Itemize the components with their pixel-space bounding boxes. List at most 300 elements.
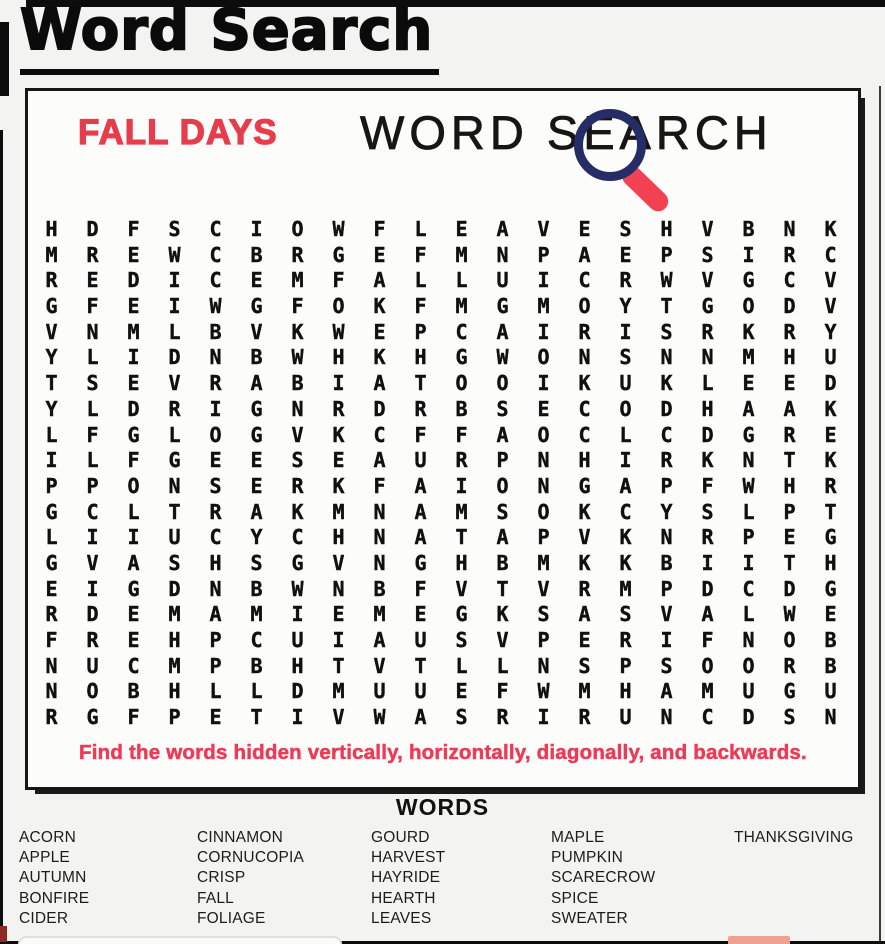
grid-letter: G (701, 294, 714, 319)
word-column (19, 828, 89, 929)
grid-letter: S (783, 705, 796, 730)
grid-letter: G (496, 294, 509, 319)
grid-letter: O (209, 422, 222, 447)
grid-letter: A (578, 242, 591, 267)
grid-letter: T (824, 499, 837, 524)
grid-letter: D (127, 396, 140, 421)
grid-letter: P (537, 628, 550, 652)
grid-letter: Y (619, 294, 632, 319)
grid-letter: R (578, 576, 591, 601)
grid-letter: V (373, 653, 386, 678)
grid-letter: O (537, 499, 550, 524)
grid-letter: B (127, 679, 140, 704)
grid-letter: P (742, 525, 755, 550)
grid-letter: R (578, 705, 591, 730)
grid-letter: W (537, 679, 550, 704)
grid-letter: G (783, 679, 796, 704)
grid-letter: D (86, 602, 99, 627)
word-column (371, 828, 445, 929)
grid-letter: G (455, 602, 468, 627)
grid-letter: R (619, 268, 632, 293)
grid-letter: D (742, 705, 755, 730)
grid-letter: P (660, 473, 673, 498)
magnifier-ring (574, 109, 646, 181)
grid-letter: R (783, 653, 796, 678)
grid-letter: F (373, 473, 386, 498)
grid-letter: G (86, 705, 99, 730)
grid-letter: A (742, 396, 755, 421)
grid-letter: R (783, 242, 796, 267)
grid-letter: H (291, 653, 304, 678)
letter-grid (31, 217, 851, 731)
grid-letter: A (373, 371, 386, 396)
grid-letter: L (619, 422, 632, 447)
grid-letter: A (701, 602, 714, 627)
grid-letter: I (86, 576, 99, 601)
grid-letter: S (660, 319, 673, 344)
grid-letter: W (291, 345, 304, 370)
grid-letter: D (660, 396, 673, 421)
grid-letter: V (824, 268, 837, 293)
grid-letter: F (127, 217, 140, 241)
grid-letter: C (291, 525, 304, 550)
grid-letter: B (496, 550, 509, 575)
grid-letter: Y (45, 345, 58, 370)
grid-letter: S (291, 448, 304, 473)
grid-letter: I (537, 319, 550, 344)
grid-letter: G (127, 576, 140, 601)
grid-letter: U (824, 345, 837, 370)
grid-letter: O (455, 371, 468, 396)
grid-letter: S (496, 396, 509, 421)
grid-letter: L (209, 679, 222, 704)
grid-letter: C (250, 628, 263, 652)
grid-letter: H (783, 345, 796, 370)
grid-letter: R (209, 499, 222, 524)
grid-letter: D (783, 294, 796, 319)
grid-letter: M (168, 602, 181, 627)
grid-letter: K (660, 371, 673, 396)
grid-letter: O (291, 217, 304, 241)
grid-letter: I (742, 242, 755, 267)
grid-letter: P (783, 499, 796, 524)
grid-letter: V (332, 550, 345, 575)
grid-letter: N (496, 242, 509, 267)
grid-letter: C (86, 499, 99, 524)
grid-letter: K (291, 499, 304, 524)
grid-letter: V (660, 602, 673, 627)
grid-letter: F (414, 294, 427, 319)
grid-letter: E (455, 217, 468, 241)
grid-letter: S (168, 217, 181, 241)
grid-letter: G (578, 473, 591, 498)
grid-letter: L (496, 653, 509, 678)
grid-letter: V (86, 550, 99, 575)
grid-letter: A (619, 473, 632, 498)
grid-letter: D (701, 422, 714, 447)
grid-letter: O (86, 679, 99, 704)
grid-letter: C (127, 653, 140, 678)
grid-letter: F (127, 705, 140, 730)
grid-letter: P (209, 628, 222, 652)
grid-letter: V (168, 371, 181, 396)
grid-letter: O (537, 422, 550, 447)
grid-letter: N (660, 345, 673, 370)
grid-letter: M (291, 268, 304, 293)
grid-letter: E (332, 602, 345, 627)
grid-letter: L (168, 319, 181, 344)
grid-letter: E (86, 268, 99, 293)
grid-letter: H (783, 473, 796, 498)
grid-letter: I (619, 319, 632, 344)
partial-next-box (18, 936, 342, 944)
grid-letter: I (45, 448, 58, 473)
grid-letter: G (332, 242, 345, 267)
grid-letter: A (250, 371, 263, 396)
grid-letter: A (250, 499, 263, 524)
grid-letter: E (250, 473, 263, 498)
grid-letter: A (660, 679, 673, 704)
grid-letter: T (250, 705, 263, 730)
banner-title: WORD SEARCH (360, 106, 773, 159)
grid-letter: K (824, 396, 837, 421)
grid-letter: R (332, 396, 345, 421)
grid-letter: H (168, 628, 181, 652)
grid-letter: H (332, 345, 345, 370)
grid-letter: K (742, 319, 755, 344)
grid-letter: M (455, 499, 468, 524)
grid-letter: F (414, 242, 427, 267)
grid-letter: L (701, 371, 714, 396)
grid-letter: B (291, 371, 304, 396)
grid-letter: S (701, 242, 714, 267)
grid-letter: T (332, 653, 345, 678)
grid-letter: A (414, 525, 427, 550)
grid-letter: I (332, 628, 345, 652)
grid-letter: E (127, 294, 140, 319)
grid-letter: C (660, 422, 673, 447)
grid-letter: G (45, 499, 58, 524)
word-item: THANKSGIVING (734, 829, 854, 846)
grid-letter: E (578, 217, 591, 241)
grid-letter: F (86, 294, 99, 319)
grid-letter: I (455, 473, 468, 498)
grid-letter: N (168, 473, 181, 498)
grid-letter: N (578, 345, 591, 370)
grid-letter: E (783, 525, 796, 550)
grid-letter: G (250, 396, 263, 421)
grid-letter: U (742, 679, 755, 704)
partial-salmon-box (728, 936, 790, 944)
grid-letter: R (701, 525, 714, 550)
grid-letter: M (701, 679, 714, 704)
grid-letter: K (332, 473, 345, 498)
grid-letter: W (373, 705, 386, 730)
grid-letter: C (209, 525, 222, 550)
grid-letter: L (455, 653, 468, 678)
grid-letter: S (86, 371, 99, 396)
left-edge-artifact (0, 22, 9, 96)
grid-letter: K (578, 499, 591, 524)
grid-letter: W (168, 242, 181, 267)
grid-letter: N (537, 653, 550, 678)
grid-letter: N (537, 473, 550, 498)
grid-letter: P (414, 319, 427, 344)
grid-letter: M (455, 242, 468, 267)
word-item: SCARECROW (551, 869, 656, 887)
grid-letter: Y (660, 499, 673, 524)
grid-letter: A (496, 422, 509, 447)
grid-letter: N (291, 396, 304, 421)
grid-letter: K (332, 422, 345, 447)
grid-letter: D (824, 371, 837, 396)
grid-letter: V (824, 294, 837, 319)
grid-letter: F (414, 576, 427, 601)
grid-letter: O (496, 473, 509, 498)
grid-letter: S (537, 602, 550, 627)
grid-letter: V (455, 576, 468, 601)
grid-letter: L (742, 499, 755, 524)
grid-letter: E (824, 602, 837, 627)
grid-letter: K (619, 525, 632, 550)
grid-letter: V (701, 217, 714, 241)
grid-letter: G (414, 550, 427, 575)
grid-letter: E (619, 242, 632, 267)
grid-letter: V (537, 576, 550, 601)
grid-letter: O (332, 294, 345, 319)
grid-letter: C (209, 242, 222, 267)
grid-letter: E (209, 705, 222, 730)
grid-letter: M (537, 294, 550, 319)
grid-letter: H (45, 217, 58, 241)
grid-letter: E (578, 628, 591, 652)
word-item: HEARTH (371, 889, 436, 907)
grid-letter: B (824, 653, 837, 678)
grid-letter: A (127, 550, 140, 575)
grid-letter: S (701, 499, 714, 524)
grid-letter: L (742, 602, 755, 627)
grid-letter: W (742, 473, 755, 498)
grid-letter: T (45, 371, 58, 396)
instruction-text: Find the words hidden vertically, horizontally, diagonally, and backwards. (79, 741, 807, 764)
grid-letter: G (45, 294, 58, 319)
grid-letter: S (209, 473, 222, 498)
words-heading: WORDS (395, 794, 490, 820)
grid-letter: R (496, 705, 509, 730)
grid-letter: F (332, 268, 345, 293)
grid-letter: U (619, 705, 632, 730)
grid-letter: I (537, 705, 550, 730)
grid-letter: D (127, 268, 140, 293)
grid-letter: S (660, 653, 673, 678)
word-item: SWEATER (551, 909, 628, 927)
grid-letter: L (86, 345, 99, 370)
grid-letter: M (332, 679, 345, 704)
grid-letter: B (660, 550, 673, 575)
grid-letter: B (209, 319, 222, 344)
grid-letter: E (373, 242, 386, 267)
grid-letter: O (701, 653, 714, 678)
grid-letter: N (537, 448, 550, 473)
word-item: FOLIAGE (197, 909, 266, 927)
grid-letter: L (86, 448, 99, 473)
grid-letter: F (86, 422, 99, 447)
grid-letter: N (209, 576, 222, 601)
grid-letter: E (455, 679, 468, 704)
grid-letter: N (742, 448, 755, 473)
grid-letter: A (414, 473, 427, 498)
grid-letter: N (373, 499, 386, 524)
puzzle-box (25, 88, 861, 790)
grid-letter: E (414, 602, 427, 627)
grid-letter: G (127, 422, 140, 447)
grid-letter: K (373, 294, 386, 319)
grid-letter: U (414, 448, 427, 473)
grid-letter: R (783, 319, 796, 344)
grid-letter: S (619, 602, 632, 627)
grid-letter: D (373, 396, 386, 421)
grid-letter: G (168, 448, 181, 473)
grid-letter: K (578, 550, 591, 575)
grid-letter: C (455, 319, 468, 344)
grid-letter: C (209, 268, 222, 293)
grid-letter: I (619, 448, 632, 473)
grid-letter: D (701, 576, 714, 601)
grid-letter: O (496, 371, 509, 396)
grid-letter: V (250, 319, 263, 344)
grid-letter: R (578, 319, 591, 344)
grid-letter: F (291, 294, 304, 319)
grid-letter: H (332, 525, 345, 550)
grid-letter: E (127, 371, 140, 396)
grid-letter: K (578, 371, 591, 396)
grid-letter: W (332, 319, 345, 344)
grid-letter: N (660, 525, 673, 550)
grid-letter: I (168, 268, 181, 293)
grid-letter: C (742, 576, 755, 601)
grid-letter: A (414, 499, 427, 524)
grid-letter: G (250, 422, 263, 447)
grid-letter: E (209, 448, 222, 473)
grid-letter: H (660, 217, 673, 241)
grid-letter: N (45, 679, 58, 704)
grid-letter: W (209, 294, 222, 319)
grid-letter: C (578, 422, 591, 447)
grid-letter: P (496, 448, 509, 473)
grid-letter: C (783, 268, 796, 293)
grid-letter: G (250, 294, 263, 319)
grid-letter: S (455, 628, 468, 652)
grid-letter: M (127, 319, 140, 344)
word-item: CIDER (19, 909, 69, 927)
grid-letter: N (86, 319, 99, 344)
grid-letter: T (783, 448, 796, 473)
grid-letter: A (496, 319, 509, 344)
grid-letter: U (86, 653, 99, 678)
grid-letter: L (45, 525, 58, 550)
word-column (734, 828, 854, 848)
grid-letter: R (86, 242, 99, 267)
grid-letter: R (824, 473, 837, 498)
grid-letter: M (537, 550, 550, 575)
grid-letter: B (824, 628, 837, 652)
grid-letter: U (291, 628, 304, 652)
grid-letter: K (619, 550, 632, 575)
grid-letter: G (455, 345, 468, 370)
grid-letter: N (373, 525, 386, 550)
grid-letter: C (578, 268, 591, 293)
grid-letter: V (537, 217, 550, 241)
grid-letter: A (496, 217, 509, 241)
grid-letter: N (701, 345, 714, 370)
grid-letter: T (168, 499, 181, 524)
word-column (197, 828, 304, 929)
word-item: APPLE (19, 849, 70, 867)
grid-letter: B (250, 653, 263, 678)
grid-letter: E (537, 396, 550, 421)
grid-letter: O (742, 294, 755, 319)
grid-letter: P (537, 525, 550, 550)
grid-letter: T (660, 294, 673, 319)
grid-letter: H (414, 345, 427, 370)
grid-letter: Y (250, 525, 263, 550)
grid-letter: R (86, 628, 99, 652)
grid-letter: K (496, 602, 509, 627)
grid-letter: N (332, 576, 345, 601)
grid-letter: I (537, 371, 550, 396)
grid-letter: F (414, 422, 427, 447)
grid-letter: L (414, 217, 427, 241)
grid-letter: I (701, 550, 714, 575)
grid-letter: W (332, 217, 345, 241)
grid-letter: N (783, 217, 796, 241)
grid-letter: M (742, 345, 755, 370)
grid-letter: I (332, 371, 345, 396)
grid-letter: R (45, 705, 58, 730)
grid-letter: P (660, 576, 673, 601)
grid-letter: B (373, 576, 386, 601)
grid-letter: C (824, 242, 837, 267)
grid-letter: L (86, 396, 99, 421)
grid-letter: N (742, 628, 755, 652)
grid-letter: U (496, 268, 509, 293)
grid-letter: V (332, 705, 345, 730)
grid-letter: P (45, 473, 58, 498)
grid-letter: A (496, 525, 509, 550)
grid-letter: O (578, 294, 591, 319)
grid-letter: M (332, 499, 345, 524)
grid-letter: N (373, 550, 386, 575)
grid-letter: E (783, 371, 796, 396)
theme-title: FALL DAYS (78, 113, 278, 152)
grid-letter: Y (45, 396, 58, 421)
grid-letter: R (209, 371, 222, 396)
grid-letter: F (455, 422, 468, 447)
grid-letter: P (86, 473, 99, 498)
grid-letter: I (250, 217, 263, 241)
grid-letter: L (168, 422, 181, 447)
grid-letter: M (250, 602, 263, 627)
grid-letter: C (578, 396, 591, 421)
grid-letter: D (783, 576, 796, 601)
grid-letter: T (414, 653, 427, 678)
grid-letter: D (168, 345, 181, 370)
grid-letter: L (414, 268, 427, 293)
grid-letter: I (742, 550, 755, 575)
grid-letter: I (537, 268, 550, 293)
grid-letter: R (660, 448, 673, 473)
grid-letter: F (701, 473, 714, 498)
